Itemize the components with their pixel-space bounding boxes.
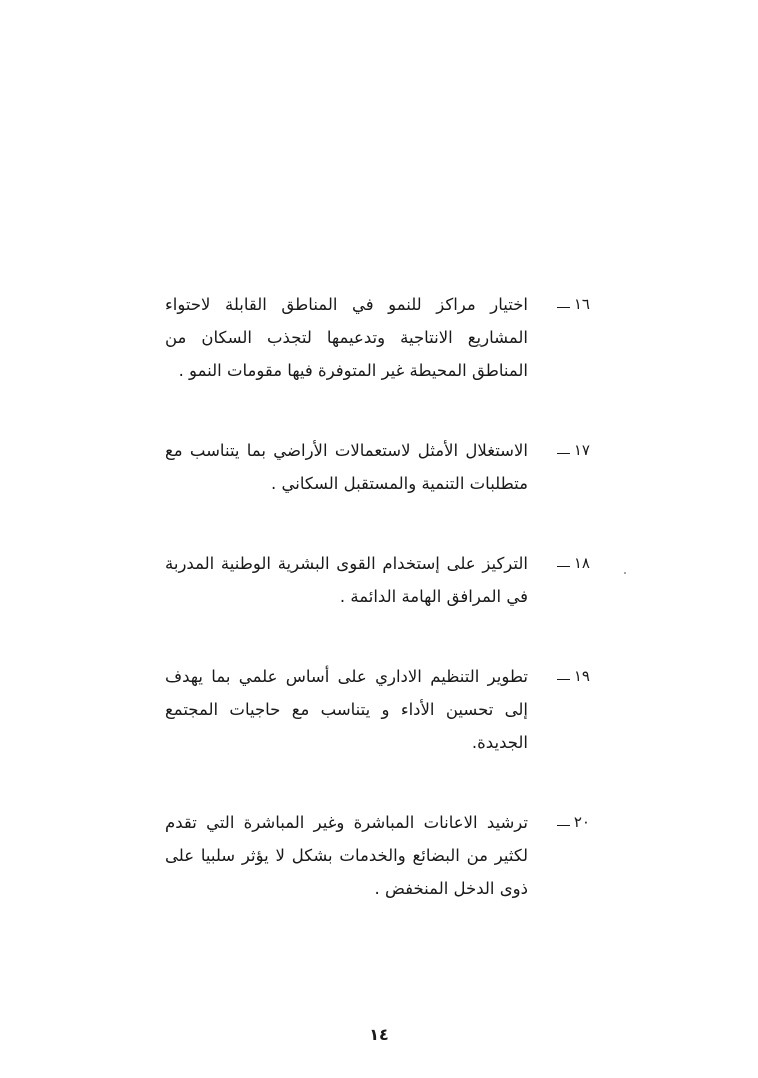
item-text: الاستغلال الأمثل لاستعمالات الأراضي بما يتناسب مع متطلبات التنمية والمستقبل السكاني . xyxy=(165,441,528,493)
item-number xyxy=(528,547,590,580)
list-item xyxy=(165,288,590,387)
item-text: اختيار مراكز للنمو في المناطق القابلة لاحتواء المشاريع الانتاجية وتدعيمها لتجذب السكان من المناطق المحيطة غير المتوفرة فيها مقومات النمو . xyxy=(165,295,528,380)
item-number-label: ٢٠ xyxy=(573,813,590,831)
list-item xyxy=(165,434,590,500)
item-dash xyxy=(557,825,570,827)
item-number xyxy=(528,660,590,693)
item-number-label: ١٩ xyxy=(573,667,590,685)
item-dash xyxy=(557,307,570,309)
item-dash xyxy=(557,679,570,681)
item-dash xyxy=(557,566,570,568)
item-dash xyxy=(557,453,570,455)
list-item xyxy=(165,660,590,759)
item-number-label: ١٦ xyxy=(573,295,590,313)
item-number xyxy=(528,434,590,467)
item-text: تطوير التنظيم الاداري على أساس علمي بما يهدف إلى تحسين الأداء و يتناسب مع حاجيات المجتمع الجديدة. xyxy=(165,667,528,752)
page-number: ١٤ xyxy=(369,1025,389,1044)
list-item xyxy=(165,547,590,613)
item-text: التركيز على إستخدام القوى البشرية الوطنية المدربة في المرافق الهامة الدائمة . xyxy=(165,554,528,606)
stray-dot xyxy=(624,572,626,574)
item-number-label: ١٧ xyxy=(573,441,590,459)
item-number-label: ١٨ xyxy=(573,554,590,572)
list-item xyxy=(165,806,590,905)
item-number xyxy=(528,806,590,839)
item-text: ترشيد الاعانات المباشرة وغير المباشرة التي تقدم لكثير من البضائع والخدمات بشكل لا يؤثر سلبيا على ذوى الدخل المنخفض . xyxy=(165,813,528,898)
recommendations-list xyxy=(165,288,590,952)
item-number xyxy=(528,288,590,321)
